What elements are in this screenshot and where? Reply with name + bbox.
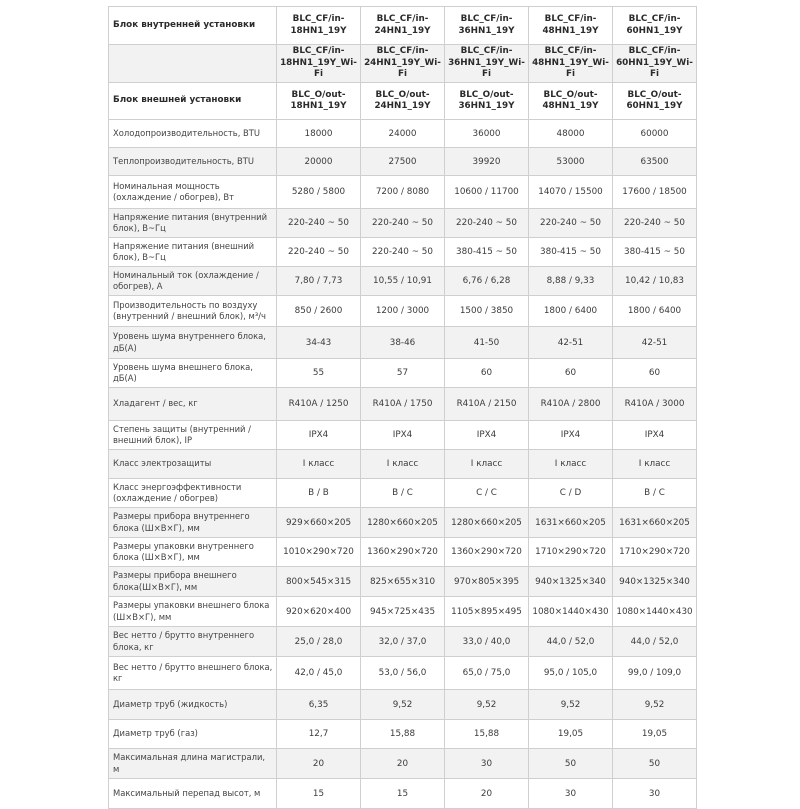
model-name-cell: BLC_CF/in- 18HN1_19Y_Wi-Fi — [277, 45, 361, 83]
spec-value: 10,42 / 10,83 — [613, 267, 697, 296]
spec-value: I класс — [445, 450, 529, 479]
spec-value: 30 — [529, 779, 613, 809]
model-name-cell: BLC_O/out- 18HN1_19Y — [277, 83, 361, 120]
spec-value: 60 — [613, 359, 697, 388]
spec-row — [109, 720, 697, 749]
spec-row — [109, 508, 697, 538]
spec-value: 1360×290×720 — [445, 538, 529, 567]
header-label: Блок внутренней установки — [109, 7, 277, 45]
spec-label: Класс электрозащиты — [109, 450, 277, 479]
spec-value: 800×545×315 — [277, 567, 361, 597]
model-name-cell: BLC_CF/in- 18HN1_19Y — [277, 7, 361, 45]
spec-value: 15,88 — [361, 720, 445, 749]
spec-row — [109, 597, 697, 627]
spec-table-container — [108, 6, 696, 809]
spec-label: Вес нетто / брутто внешнего блока, кг — [109, 657, 277, 690]
spec-value: 15,88 — [445, 720, 529, 749]
spec-value: 65,0 / 75,0 — [445, 657, 529, 690]
spec-value: R410A / 2800 — [529, 388, 613, 421]
spec-value: 220-240 ~ 50 — [613, 209, 697, 238]
spec-value: 53000 — [529, 148, 613, 176]
spec-value: 1500 / 3850 — [445, 296, 529, 327]
spec-label: Диаметр труб (жидкость) — [109, 690, 277, 720]
spec-value: 1360×290×720 — [361, 538, 445, 567]
spec-label: Размеры упаковки внутреннего блока (Ш×В×Г), мм — [109, 538, 277, 567]
spec-value: 15 — [277, 779, 361, 809]
spec-value: 20000 — [277, 148, 361, 176]
spec-value: 19,05 — [613, 720, 697, 749]
spec-value: 945×725×435 — [361, 597, 445, 627]
spec-value: 9,52 — [361, 690, 445, 720]
spec-value: 38-46 — [361, 327, 445, 359]
spec-value: 850 / 2600 — [277, 296, 361, 327]
spec-label: Холодопроизводительность, BTU — [109, 120, 277, 148]
spec-row — [109, 627, 697, 657]
spec-value: 220-240 ~ 50 — [529, 209, 613, 238]
spec-value: 1710×290×720 — [613, 538, 697, 567]
spec-value: 32,0 / 37,0 — [361, 627, 445, 657]
spec-label: Размеры упаковки внешнего блока (Ш×В×Г), мм — [109, 597, 277, 627]
model-name-cell: BLC_CF/in- 24HN1_19Y_Wi-Fi — [361, 45, 445, 83]
header-label — [109, 45, 277, 83]
spec-value: 7,80 / 7,73 — [277, 267, 361, 296]
spec-value: 25,0 / 28,0 — [277, 627, 361, 657]
spec-value: 44,0 / 52,0 — [613, 627, 697, 657]
spec-value: 48000 — [529, 120, 613, 148]
spec-value: IPX4 — [613, 421, 697, 450]
model-name-cell: BLC_CF/in- 60HN1_19Y — [613, 7, 697, 45]
spec-value: 380-415 ~ 50 — [613, 238, 697, 267]
spec-row — [109, 567, 697, 597]
spec-value: 53,0 / 56,0 — [361, 657, 445, 690]
spec-row — [109, 209, 697, 238]
spec-value: 1800 / 6400 — [613, 296, 697, 327]
spec-label: Размеры прибора внешнего блока(Ш×В×Г), мм — [109, 567, 277, 597]
spec-value: B / B — [277, 479, 361, 508]
spec-label: Степень защиты (внутренний / внешний блок), IP — [109, 421, 277, 450]
spec-label: Размеры прибора внутреннего блока (Ш×В×Г), мм — [109, 508, 277, 538]
spec-value: 99,0 / 109,0 — [613, 657, 697, 690]
spec-value: 1631×660×205 — [529, 508, 613, 538]
spec-row — [109, 690, 697, 720]
spec-label: Производительность по воздуху (внутренний / внешний блок), м³/ч — [109, 296, 277, 327]
spec-value: R410A / 2150 — [445, 388, 529, 421]
spec-value: 50 — [613, 749, 697, 779]
spec-value: 7200 / 8080 — [361, 176, 445, 209]
spec-row — [109, 779, 697, 809]
spec-value: 1080×1440×430 — [529, 597, 613, 627]
spec-label: Класс энергоэффективности (охлаждение / обогрев) — [109, 479, 277, 508]
spec-value: 24000 — [361, 120, 445, 148]
spec-table — [108, 6, 697, 809]
spec-value: I класс — [613, 450, 697, 479]
spec-row — [109, 148, 697, 176]
spec-value: 1710×290×720 — [529, 538, 613, 567]
spec-value: 9,52 — [529, 690, 613, 720]
header-label: Блок внешней установки — [109, 83, 277, 120]
spec-value: 42,0 / 45,0 — [277, 657, 361, 690]
spec-label: Номинальная мощность (охлаждение / обогрев), Вт — [109, 176, 277, 209]
spec-value: R410A / 1750 — [361, 388, 445, 421]
spec-row — [109, 296, 697, 327]
spec-value: 44,0 / 52,0 — [529, 627, 613, 657]
spec-value: 10,55 / 10,91 — [361, 267, 445, 296]
spec-value: 34-43 — [277, 327, 361, 359]
spec-label: Уровень шума внешнего блока, дБ(А) — [109, 359, 277, 388]
spec-row — [109, 479, 697, 508]
spec-value: 39920 — [445, 148, 529, 176]
spec-row — [109, 421, 697, 450]
spec-value: IPX4 — [529, 421, 613, 450]
header-row — [109, 45, 697, 83]
spec-value: 12,7 — [277, 720, 361, 749]
model-name-cell: BLC_CF/in- 24HN1_19Y — [361, 7, 445, 45]
spec-value: B / C — [361, 479, 445, 508]
spec-value: 1200 / 3000 — [361, 296, 445, 327]
spec-label: Диаметр труб (газ) — [109, 720, 277, 749]
spec-value: 42-51 — [613, 327, 697, 359]
spec-value: 220-240 ~ 50 — [361, 238, 445, 267]
spec-value: B / C — [613, 479, 697, 508]
spec-row — [109, 388, 697, 421]
spec-value: 1631×660×205 — [613, 508, 697, 538]
spec-value: 220-240 ~ 50 — [277, 209, 361, 238]
spec-label: Уровень шума внутреннего блока, дБ(А) — [109, 327, 277, 359]
spec-value: 1280×660×205 — [445, 508, 529, 538]
spec-value: 36000 — [445, 120, 529, 148]
spec-value: 42-51 — [529, 327, 613, 359]
spec-value: 220-240 ~ 50 — [445, 209, 529, 238]
spec-value: 9,52 — [445, 690, 529, 720]
spec-value: I класс — [277, 450, 361, 479]
spec-value: 1080×1440×430 — [613, 597, 697, 627]
spec-label: Теплопроизводительность, BTU — [109, 148, 277, 176]
spec-value: 19,05 — [529, 720, 613, 749]
header-row — [109, 83, 697, 120]
spec-value: 18000 — [277, 120, 361, 148]
spec-row — [109, 538, 697, 567]
model-name-cell: BLC_CF/in- 36HN1_19Y — [445, 7, 529, 45]
spec-value: R410A / 3000 — [613, 388, 697, 421]
header-row — [109, 7, 697, 45]
spec-value: 380-415 ~ 50 — [445, 238, 529, 267]
spec-value: 220-240 ~ 50 — [361, 209, 445, 238]
spec-value: 33,0 / 40,0 — [445, 627, 529, 657]
spec-label: Напряжение питания (внутренний блок), В~Гц — [109, 209, 277, 238]
spec-value: 60 — [445, 359, 529, 388]
model-name-cell: BLC_CF/in- 48HN1_19Y_Wi-Fi — [529, 45, 613, 83]
spec-value: 380-415 ~ 50 — [529, 238, 613, 267]
spec-value: IPX4 — [445, 421, 529, 450]
spec-row — [109, 327, 697, 359]
spec-value: 14070 / 15500 — [529, 176, 613, 209]
model-name-cell: BLC_O/out- 48HN1_19Y — [529, 83, 613, 120]
model-name-cell: BLC_CF/in- 36HN1_19Y_Wi-Fi — [445, 45, 529, 83]
spec-value: 63500 — [613, 148, 697, 176]
spec-value: 20 — [361, 749, 445, 779]
spec-value: 825×655×310 — [361, 567, 445, 597]
spec-value: 9,52 — [613, 690, 697, 720]
spec-row — [109, 657, 697, 690]
spec-value: 1280×660×205 — [361, 508, 445, 538]
spec-value: 1105×895×495 — [445, 597, 529, 627]
spec-row — [109, 267, 697, 296]
spec-value: 30 — [445, 749, 529, 779]
spec-value: 95,0 / 105,0 — [529, 657, 613, 690]
model-name-cell: BLC_CF/in- 48HN1_19Y — [529, 7, 613, 45]
spec-row — [109, 359, 697, 388]
spec-value: 41-50 — [445, 327, 529, 359]
spec-value: 30 — [613, 779, 697, 809]
spec-value: 50 — [529, 749, 613, 779]
model-name-cell: BLC_O/out- 36HN1_19Y — [445, 83, 529, 120]
model-name-cell: BLC_CF/in- 60HN1_19Y_Wi-Fi — [613, 45, 697, 83]
spec-value: 15 — [361, 779, 445, 809]
spec-value: 940×1325×340 — [529, 567, 613, 597]
spec-value: 1800 / 6400 — [529, 296, 613, 327]
model-name-cell: BLC_O/out- 24HN1_19Y — [361, 83, 445, 120]
spec-value: R410A / 1250 — [277, 388, 361, 421]
spec-value: 10600 / 11700 — [445, 176, 529, 209]
spec-row — [109, 450, 697, 479]
spec-value: 1010×290×720 — [277, 538, 361, 567]
spec-value: I класс — [529, 450, 613, 479]
spec-value: 920×620×400 — [277, 597, 361, 627]
spec-value: I класс — [361, 450, 445, 479]
spec-row — [109, 120, 697, 148]
spec-value: 20 — [445, 779, 529, 809]
spec-value: 57 — [361, 359, 445, 388]
spec-row — [109, 176, 697, 209]
spec-value: IPX4 — [277, 421, 361, 450]
spec-value: 6,35 — [277, 690, 361, 720]
spec-value: 55 — [277, 359, 361, 388]
spec-value: 17600 / 18500 — [613, 176, 697, 209]
spec-value: 8,88 / 9,33 — [529, 267, 613, 296]
spec-value: 220-240 ~ 50 — [277, 238, 361, 267]
spec-label: Хладагент / вес, кг — [109, 388, 277, 421]
spec-value: 5280 / 5800 — [277, 176, 361, 209]
spec-value: 970×805×395 — [445, 567, 529, 597]
spec-row — [109, 238, 697, 267]
spec-value: 60 — [529, 359, 613, 388]
spec-row — [109, 749, 697, 779]
spec-value: 940×1325×340 — [613, 567, 697, 597]
spec-value: C / C — [445, 479, 529, 508]
spec-value: 20 — [277, 749, 361, 779]
spec-value: 27500 — [361, 148, 445, 176]
spec-label: Вес нетто / брутто внутреннего блока, кг — [109, 627, 277, 657]
spec-label: Номинальный ток (охлаждение / обогрев), А — [109, 267, 277, 296]
spec-label: Максимальная длина магистрали, м — [109, 749, 277, 779]
spec-label: Максимальный перепад высот, м — [109, 779, 277, 809]
spec-value: 6,76 / 6,28 — [445, 267, 529, 296]
spec-value: IPX4 — [361, 421, 445, 450]
spec-label: Напряжение питания (внешний блок), В~Гц — [109, 238, 277, 267]
spec-value: 60000 — [613, 120, 697, 148]
spec-value: 929×660×205 — [277, 508, 361, 538]
model-name-cell: BLC_O/out- 60HN1_19Y — [613, 83, 697, 120]
spec-value: C / D — [529, 479, 613, 508]
